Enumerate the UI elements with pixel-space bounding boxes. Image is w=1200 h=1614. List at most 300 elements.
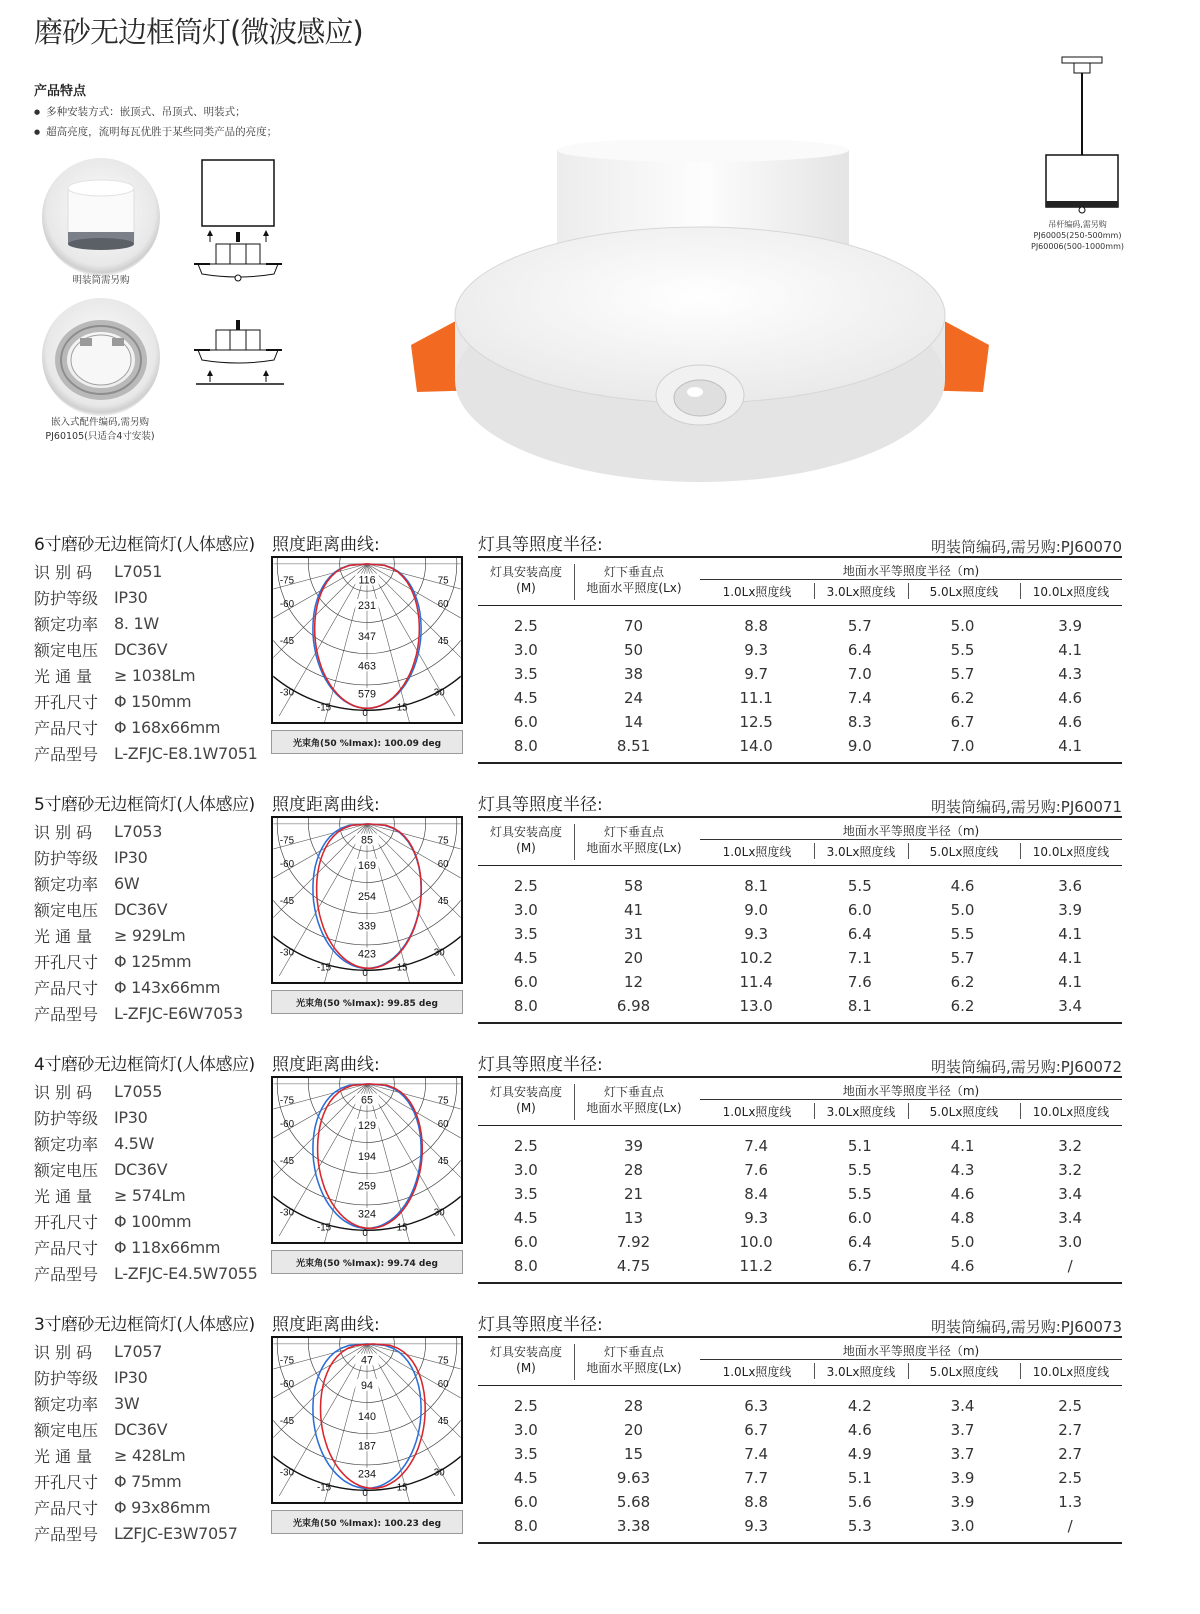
header-line: (M) xyxy=(516,581,536,595)
spec-label: 产品尺寸 xyxy=(34,718,99,738)
spec-label: 额定电压 xyxy=(34,900,99,920)
spec-value: L-ZFJC-E4.5W7055 xyxy=(114,1263,258,1283)
cell-radius-3lx: 6.0 xyxy=(847,1209,872,1227)
spec-value: 3W xyxy=(114,1393,140,1413)
polar-ring-value: 254 xyxy=(358,891,376,903)
polar-angle-label: -30 xyxy=(279,1207,294,1219)
cell-radius-5lx: 4.1 xyxy=(950,1137,975,1155)
beam-angle-label: 光束角(50 %Imax): 100.23 deg xyxy=(271,1510,463,1534)
spec-value: L7057 xyxy=(114,1341,163,1361)
cell-radius-10lx: 2.7 xyxy=(1058,1445,1083,1463)
cell-vertical-lux: 14 xyxy=(623,713,644,731)
polar-angle-label: 45 xyxy=(437,895,449,907)
cell-radius-1lx: 9.3 xyxy=(744,925,769,943)
spec-label: 产品型号 xyxy=(34,1524,99,1544)
cell-radius-3lx: 5.1 xyxy=(847,1137,872,1155)
cell-radius-1lx: 11.2 xyxy=(739,1257,773,1275)
spec-value: 6W xyxy=(114,873,140,893)
page-title: 磨砂无边框筒灯(微波感应) xyxy=(34,15,363,49)
illuminance-curve-title: 照度距离曲线: xyxy=(272,1055,380,1075)
cell-radius-5lx: 5.7 xyxy=(950,665,975,683)
polar-radial-line xyxy=(367,1344,463,1432)
spec-label: 开孔尺寸 xyxy=(34,692,99,712)
table-body xyxy=(478,1126,1122,1282)
cell-radius-3lx: 4.6 xyxy=(847,1421,872,1439)
polar-angle-label: 60 xyxy=(437,858,449,870)
cell-radius-5lx: 4.8 xyxy=(950,1209,975,1227)
section-title: 5寸磨砂无边框筒灯(人体感应) xyxy=(34,795,255,815)
feature-item: ● 超高亮度，流明每瓦优胜于某些同类产品的亮度； xyxy=(34,123,277,143)
embedded-ring-accessory-image xyxy=(42,298,160,416)
table-row xyxy=(478,1254,1122,1278)
header-3lx: 3.0Lx照度线 xyxy=(826,845,896,859)
installation-diagram-surface xyxy=(190,316,290,396)
cell-radius-5lx: 4.6 xyxy=(950,1257,975,1275)
cell-vertical-lux: 58 xyxy=(623,877,644,895)
table-row xyxy=(478,898,1122,922)
cell-vertical-lux: 4.75 xyxy=(616,1257,651,1275)
header-3lx: 3.0Lx照度线 xyxy=(826,1105,896,1119)
spec-value: ≥ 1038Lm xyxy=(114,665,196,685)
cell-radius-1lx: 13.0 xyxy=(739,997,773,1015)
cell-radius-5lx: 3.4 xyxy=(950,1397,975,1415)
section-title: 6寸磨砂无边框筒灯(人体感应) xyxy=(34,535,255,555)
cell-radius-3lx: 5.6 xyxy=(847,1493,872,1511)
polar-distribution-chart xyxy=(271,1076,463,1244)
spec-row xyxy=(34,1078,266,1104)
polar-angle-label: -45 xyxy=(279,1415,294,1427)
spec-value: IP30 xyxy=(114,1367,148,1387)
pendant-caption-line: PJ60005(250-500mm) xyxy=(1033,231,1122,240)
polar-angle-label: -75 xyxy=(279,835,294,847)
table-row xyxy=(478,874,1122,898)
cell-radius-10lx: 3.9 xyxy=(1058,617,1083,635)
header-10lx: 10.0Lx照度线 xyxy=(1032,1105,1110,1119)
cell-radius-1lx: 9.7 xyxy=(744,665,769,683)
header-line: 灯下垂直点 xyxy=(603,1085,664,1099)
cell-radius-1lx: 10.0 xyxy=(739,1233,773,1251)
polar-angle-label: 0 xyxy=(362,1488,368,1500)
cell-radius-3lx: 9.0 xyxy=(847,737,872,755)
spec-value: ≥ 574Lm xyxy=(114,1185,186,1205)
polar-angle-label: -45 xyxy=(279,895,294,907)
illuminance-radius-table xyxy=(478,556,1122,764)
header-1lx: 1.0Lx照度线 xyxy=(722,845,792,859)
illuminance-curve-title: 照度距离曲线: xyxy=(272,795,380,815)
cell-radius-10lx: 4.6 xyxy=(1058,689,1083,707)
polar-ring-value: 231 xyxy=(358,599,376,612)
spec-label: 识 别 码 xyxy=(34,562,93,582)
spec-row xyxy=(34,1234,266,1260)
polar-ring-value: 423 xyxy=(358,948,376,961)
cell-radius-3lx: 5.1 xyxy=(847,1469,872,1487)
spec-label: 光 通 量 xyxy=(34,666,93,686)
cell-radius-3lx: 6.4 xyxy=(847,925,872,943)
cell-radius-10lx: 4.1 xyxy=(1058,641,1083,659)
embedded-ring-caption-line: 嵌入式配件编码,需另购 xyxy=(50,417,150,428)
spec-value: L-ZFJC-E6W7053 xyxy=(114,1003,243,1023)
header-radius-group: 地面水平等照度半径（m) xyxy=(842,824,980,838)
header-radius-group: 地面水平等照度半径（m) xyxy=(842,564,980,578)
spec-label: 防护等级 xyxy=(34,1368,99,1388)
cell-radius-3lx: 6.0 xyxy=(847,901,872,919)
spec-list xyxy=(34,818,266,1026)
cell-radius-5lx: 4.6 xyxy=(950,877,975,895)
table-row xyxy=(478,994,1122,1018)
cell-radius-1lx: 7.6 xyxy=(744,1161,769,1179)
spec-value: Φ 125mm xyxy=(114,951,192,971)
spec-value: ≥ 929Lm xyxy=(114,925,186,945)
spec-row xyxy=(34,662,266,688)
polar-ring-value: 463 xyxy=(358,660,376,673)
polar-ring-value: 579 xyxy=(358,688,376,701)
features-title: 产品特点 xyxy=(34,84,87,99)
spec-list xyxy=(34,1338,266,1546)
polar-angle-label: 0 xyxy=(362,1228,368,1240)
spec-value: L7055 xyxy=(114,1081,163,1101)
polar-angle-label: -15 xyxy=(317,702,332,714)
header-1lx: 1.0Lx照度线 xyxy=(722,585,792,599)
cell-vertical-lux: 13 xyxy=(623,1209,644,1227)
polar-angle-label: -15 xyxy=(317,1482,332,1494)
header-line: 地面水平照度(Lx) xyxy=(586,841,682,855)
product-section xyxy=(0,530,1200,780)
spec-label: 额定电压 xyxy=(34,1160,99,1180)
polar-angle-label: 75 xyxy=(437,835,449,847)
cell-radius-1lx: 11.1 xyxy=(739,689,773,707)
table-row xyxy=(478,1182,1122,1206)
header-5lx: 5.0Lx照度线 xyxy=(929,1105,999,1119)
spec-label: 额定功率 xyxy=(34,1394,99,1414)
cell-install-height: 3.0 xyxy=(513,1161,538,1179)
cell-vertical-lux: 20 xyxy=(623,1421,644,1439)
cell-install-height: 8.0 xyxy=(513,1517,538,1535)
table-body xyxy=(478,1386,1122,1542)
polar-angle-label: -60 xyxy=(279,598,294,610)
header-5lx: 5.0Lx照度线 xyxy=(929,845,999,859)
cell-radius-1lx: 7.7 xyxy=(744,1469,769,1487)
spec-row xyxy=(34,1468,266,1494)
header-3lx: 3.0Lx照度线 xyxy=(826,1365,896,1379)
illuminance-curve-title: 照度距离曲线: xyxy=(272,535,380,555)
spec-label: 开孔尺寸 xyxy=(34,1212,99,1232)
cell-radius-3lx: 8.1 xyxy=(847,997,872,1015)
cell-radius-3lx: 7.6 xyxy=(847,973,872,991)
cell-radius-1lx: 6.3 xyxy=(744,1397,769,1415)
table-row xyxy=(478,686,1122,710)
spec-value: Φ 168x66mm xyxy=(114,717,221,737)
spec-row xyxy=(34,1338,266,1364)
spec-row xyxy=(34,948,266,974)
spec-row xyxy=(34,1208,266,1234)
cell-vertical-lux: 7.92 xyxy=(616,1233,651,1251)
pendant-rod-diagram xyxy=(1040,55,1130,225)
cell-radius-10lx: 3.9 xyxy=(1058,901,1083,919)
pendant-caption-line: PJ60006(500-1000mm) xyxy=(1031,242,1124,251)
polar-angle-label: 0 xyxy=(362,968,368,980)
header-line: 灯下垂直点 xyxy=(603,825,664,839)
cell-vertical-lux: 20 xyxy=(623,949,644,967)
cell-radius-1lx: 7.4 xyxy=(744,1137,769,1155)
cell-radius-5lx: 3.9 xyxy=(950,1469,975,1487)
spec-row xyxy=(34,1494,266,1520)
surface-mount-accessory-image xyxy=(42,158,160,276)
spec-value: L7053 xyxy=(114,821,163,841)
polar-ring-value: 234 xyxy=(358,1468,376,1481)
spec-value: Φ 75mm xyxy=(114,1471,182,1491)
cell-radius-10lx: 2.7 xyxy=(1058,1421,1083,1439)
cell-radius-5lx: 5.5 xyxy=(950,925,975,943)
spec-value: IP30 xyxy=(114,1107,148,1127)
polar-ring-value: 94 xyxy=(361,1379,373,1392)
cell-radius-10lx: 3.0 xyxy=(1058,1233,1083,1251)
polar-angle-label: 15 xyxy=(396,962,408,974)
cell-radius-10lx: 4.1 xyxy=(1058,925,1083,943)
cell-radius-10lx: 2.5 xyxy=(1058,1469,1083,1487)
spec-row xyxy=(34,1104,266,1130)
cell-install-height: 3.5 xyxy=(513,1185,538,1203)
table-row xyxy=(478,614,1122,638)
polar-ring-value: 47 xyxy=(361,1354,373,1367)
cell-install-height: 4.5 xyxy=(513,949,538,967)
header-line: 灯具安装高度 xyxy=(489,1345,562,1359)
cell-radius-3lx: 5.7 xyxy=(847,617,872,635)
spec-row xyxy=(34,610,266,636)
spec-value: LZFJC-E3W7057 xyxy=(114,1523,238,1543)
cell-radius-10lx: 2.5 xyxy=(1058,1397,1083,1415)
header-line: 地面水平照度(Lx) xyxy=(586,1361,682,1375)
cell-radius-10lx: 3.4 xyxy=(1058,1209,1083,1227)
header-line: (M) xyxy=(516,1101,536,1115)
table-row xyxy=(478,922,1122,946)
polar-radial-line xyxy=(367,564,463,609)
polar-angle-label: -45 xyxy=(279,635,294,647)
header-5lx: 5.0Lx照度线 xyxy=(929,1365,999,1379)
header-vertical-illuminance xyxy=(574,564,694,596)
cell-install-height: 3.5 xyxy=(513,1445,538,1463)
cell-radius-3lx: 6.4 xyxy=(847,1233,872,1251)
cell-radius-3lx: 7.0 xyxy=(847,665,872,683)
cell-install-height: 8.0 xyxy=(513,997,538,1015)
polar-angle-label: 15 xyxy=(396,1482,408,1494)
table-row xyxy=(478,710,1122,734)
header-3lx: 3.0Lx照度线 xyxy=(826,585,896,599)
beam-angle-label: 光束角(50 %Imax): 100.09 deg xyxy=(271,730,463,754)
spec-value: ≥ 428Lm xyxy=(114,1445,186,1465)
spec-value: DC36V xyxy=(114,639,168,659)
cell-vertical-lux: 5.68 xyxy=(616,1493,651,1511)
spec-label: 产品型号 xyxy=(34,744,99,764)
cell-vertical-lux: 15 xyxy=(623,1445,644,1463)
polar-ring-value: 187 xyxy=(358,1440,376,1453)
spec-label: 光 通 量 xyxy=(34,926,93,946)
spec-value: Φ 143x66mm xyxy=(114,977,221,997)
polar-ring-value: 116 xyxy=(358,574,376,587)
cell-install-height: 6.0 xyxy=(513,973,538,991)
spec-label: 产品尺寸 xyxy=(34,1238,99,1258)
table-row xyxy=(478,946,1122,970)
cell-radius-5lx: 3.9 xyxy=(950,1493,975,1511)
table-row xyxy=(478,1490,1122,1514)
cell-install-height: 3.0 xyxy=(513,901,538,919)
table-body xyxy=(478,866,1122,1022)
cell-install-height: 4.5 xyxy=(513,689,538,707)
surface-mount-code-note: 明装筒编码,需另购:PJ60073 xyxy=(930,1318,1122,1336)
cell-radius-5lx: 5.0 xyxy=(950,901,975,919)
spec-row xyxy=(34,1520,266,1546)
spec-value: DC36V xyxy=(114,1419,168,1439)
polar-distribution-chart xyxy=(271,1336,463,1504)
polar-angle-label: -15 xyxy=(317,1222,332,1234)
polar-ring-value: 194 xyxy=(358,1151,376,1163)
cell-install-height: 4.5 xyxy=(513,1469,538,1487)
cell-install-height: 6.0 xyxy=(513,1233,538,1251)
embedded-ring-caption xyxy=(30,416,170,444)
spec-label: 额定功率 xyxy=(34,874,99,894)
cell-radius-1lx: 6.7 xyxy=(744,1421,769,1439)
spec-label: 开孔尺寸 xyxy=(34,952,99,972)
polar-ring-value: 347 xyxy=(358,631,376,643)
polar-angle-label: -60 xyxy=(279,858,294,870)
cell-radius-1lx: 9.3 xyxy=(744,1209,769,1227)
spec-label: 额定电压 xyxy=(34,1420,99,1440)
embedded-ring-caption-line: PJ60105(只适合4寸安装) xyxy=(45,431,155,442)
spec-row xyxy=(34,584,266,610)
product-section xyxy=(0,1050,1200,1300)
polar-angle-label: -30 xyxy=(279,1467,294,1479)
header-line: 灯具安装高度 xyxy=(489,1085,562,1099)
header-1lx: 1.0Lx照度线 xyxy=(722,1365,792,1379)
surface-mount-code-note: 明装筒编码,需另购:PJ60071 xyxy=(930,798,1122,816)
cell-install-height: 3.5 xyxy=(513,925,538,943)
cell-radius-3lx: 5.3 xyxy=(847,1517,872,1535)
spec-row xyxy=(34,870,266,896)
polar-ring-value: 259 xyxy=(358,1180,376,1193)
cell-radius-10lx: 4.1 xyxy=(1058,973,1083,991)
table-row xyxy=(478,1466,1122,1490)
spec-row xyxy=(34,844,266,870)
cell-radius-5lx: 6.2 xyxy=(950,689,975,707)
cell-radius-10lx: 3.4 xyxy=(1058,1185,1083,1203)
polar-angle-label: -45 xyxy=(279,1155,294,1167)
cell-vertical-lux: 41 xyxy=(623,901,644,919)
polar-angle-label: 30 xyxy=(433,687,445,699)
spec-row xyxy=(34,818,266,844)
cell-radius-5lx: 5.0 xyxy=(950,1233,975,1251)
cell-radius-3lx: 4.2 xyxy=(847,1397,872,1415)
polar-angle-label: 15 xyxy=(396,702,408,714)
illuminance-radius-title: 灯具等照度半径: xyxy=(478,795,603,815)
spec-row xyxy=(34,740,266,766)
polar-radial-line xyxy=(367,564,463,688)
cell-radius-5lx: 5.0 xyxy=(950,617,975,635)
table-header xyxy=(478,818,1122,866)
cell-radius-3lx: 4.9 xyxy=(847,1445,872,1463)
spec-row xyxy=(34,558,266,584)
polar-angle-label: -30 xyxy=(279,687,294,699)
cell-radius-5lx: 3.7 xyxy=(950,1421,975,1439)
section-title: 4寸磨砂无边框筒灯(人体感应) xyxy=(34,1055,255,1075)
spec-value: IP30 xyxy=(114,847,148,867)
installation-diagram-recessed xyxy=(190,156,290,291)
surface-mount-code-note: 明装筒编码,需另购:PJ60070 xyxy=(930,538,1122,556)
polar-ring-value: 169 xyxy=(358,859,376,872)
cell-install-height: 3.5 xyxy=(513,665,538,683)
polar-angle-label: -75 xyxy=(279,575,294,587)
cell-radius-5lx: 4.3 xyxy=(950,1161,975,1179)
product-section xyxy=(0,790,1200,1040)
spec-value: L7051 xyxy=(114,561,163,581)
polar-angle-label: -60 xyxy=(279,1118,294,1130)
spec-label: 产品尺寸 xyxy=(34,978,99,998)
downlight-product-image xyxy=(395,140,1005,490)
spec-row xyxy=(34,1442,266,1468)
cell-radius-3lx: 5.5 xyxy=(847,877,872,895)
header-line: 灯具安装高度 xyxy=(489,565,562,579)
table-row xyxy=(478,1230,1122,1254)
cell-radius-1lx: 9.0 xyxy=(744,901,769,919)
feature-item: ● 多种安装方式：嵌顶式、吊顶式、明装式； xyxy=(34,103,277,123)
spec-label: 光 通 量 xyxy=(34,1446,93,1466)
cell-vertical-lux: 9.63 xyxy=(616,1469,651,1487)
spec-label: 额定功率 xyxy=(34,614,99,634)
table-row xyxy=(478,1442,1122,1466)
polar-angle-label: -75 xyxy=(279,1095,294,1107)
header-line: (M) xyxy=(516,841,536,855)
cell-vertical-lux: 39 xyxy=(623,1137,644,1155)
polar-radial-line xyxy=(367,1344,463,1468)
polar-ring-value: 324 xyxy=(358,1208,376,1221)
illuminance-radius-table xyxy=(478,1076,1122,1284)
beam-angle-label: 光束角(50 %Imax): 99.85 deg xyxy=(271,990,463,1014)
cell-radius-3lx: 5.5 xyxy=(847,1161,872,1179)
beam-angle-label: 光束角(50 %Imax): 99.74 deg xyxy=(271,1250,463,1274)
cell-install-height: 6.0 xyxy=(513,1493,538,1511)
polar-distribution-chart xyxy=(271,556,463,724)
cell-install-height: 2.5 xyxy=(513,1137,538,1155)
header-10lx: 10.0Lx照度线 xyxy=(1032,1365,1110,1379)
polar-angle-label: 45 xyxy=(437,1155,449,1167)
spec-label: 额定电压 xyxy=(34,640,99,660)
spec-row xyxy=(34,714,266,740)
spec-label: 防护等级 xyxy=(34,588,99,608)
polar-radial-line xyxy=(367,824,463,948)
spec-row xyxy=(34,636,266,662)
header-1lx: 1.0Lx照度线 xyxy=(722,1105,792,1119)
spec-value: Φ 150mm xyxy=(114,691,192,711)
illuminance-curve-title: 照度距离曲线: xyxy=(272,1315,380,1335)
spec-row xyxy=(34,1416,266,1442)
header-line: 地面水平照度(Lx) xyxy=(586,1101,682,1115)
table-row xyxy=(478,662,1122,686)
cell-radius-5lx: 3.7 xyxy=(950,1445,975,1463)
illuminance-radius-title: 灯具等照度半径: xyxy=(478,1055,603,1075)
header-vertical-illuminance xyxy=(574,824,694,856)
spec-value: Φ 93x86mm xyxy=(114,1497,211,1517)
cell-install-height: 2.5 xyxy=(513,1397,538,1415)
cell-radius-10lx: / xyxy=(1067,1517,1073,1535)
table-row xyxy=(478,1158,1122,1182)
spec-row xyxy=(34,1364,266,1390)
table-row xyxy=(478,638,1122,662)
spec-row xyxy=(34,1130,266,1156)
cell-radius-10lx: / xyxy=(1067,1257,1073,1275)
cell-radius-5lx: 6.2 xyxy=(950,973,975,991)
table-row xyxy=(478,734,1122,758)
polar-angle-label: 0 xyxy=(362,708,368,720)
table-header xyxy=(478,558,1122,606)
cell-radius-5lx: 6.7 xyxy=(950,713,975,731)
